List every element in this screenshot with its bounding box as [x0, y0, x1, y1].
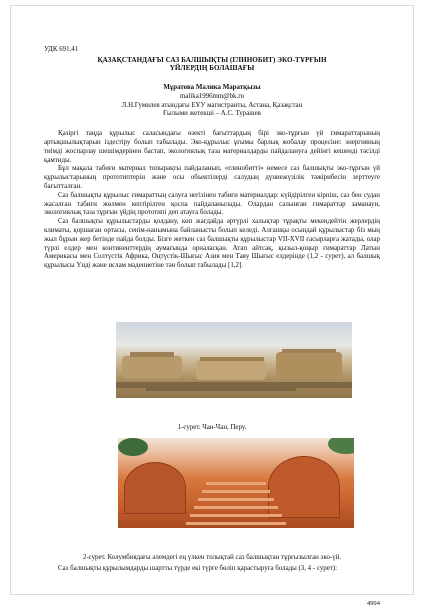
body-paragraph-3: Саз балшықты құрылыс ғимараттың салуға негізінен табиғи материалдар: күйдірілген кірпіш, саз бен судан жасалған табиғи жөлмен кептірілген қоспа пайдаланылады. Олардан салынған ғимараттар заманауи, экологиялық таза тұрғын үйдің прототипі деп атауға болады.: [44, 191, 380, 217]
figure-1-caption: 1-сурет. Чан-Чан, Перу.: [177, 423, 247, 431]
author-name: Мұратова Малика Маратқызы: [163, 83, 261, 91]
author-affiliation: Л.Н.Гумилев атындағы ЕҰУ магистранты, Астана, Қазақстан: [121, 101, 303, 109]
figure-1-chan-chan-photo: [116, 322, 352, 398]
document-page: [10, 5, 414, 607]
scientific-supervisor: Ғылыми жетекші – А.С. Турашев: [163, 110, 261, 118]
article-title-line-1: ҚАЗАҚСТАНДАҒЫ САЗ БАЛШЫҚТЫ (ГЛИНОБИТ) ЭКО-ТҰРҒЫН: [97, 55, 327, 64]
page-content: [44, 46, 380, 607]
body-paragraph-2: Бұл мақала табиғи материал топырақты пайдаланып, «глинобитті» немесе саз балшықты эко-тұрғын үй құрылыстарының прототиптерін және осы объектілерді салудың дүниежүзілік тәжірибесін зерттеуге бағытталған.: [44, 165, 380, 190]
closing-paragraph: Саз балшықты құрылымдарды шартты түрде екі түрге бөліп қарастыруға болады (3, 4 - сурет):: [58, 565, 337, 572]
figure-2-colombia-eco-house-photo: [118, 438, 354, 528]
body-paragraph-4: Саз балшықты құрылыстарды қолдану, көп жағдайда әртүрлі халықтар тұрақты мекендейтін жерлердің климаты, қоршаған ортасы, сенім-нанымына байланысты болып келеді. Алғашқы осындай құрылыстар біз мың жыл бұрын жер бетінде пайда болды. Бізге жеткен саз балшықты құрылыстар VII-XVII ғасырларға жатады, олар түрлі елдер мен континенттердің аумағында орналасқан. Атап айтсақ, қызыл-қоңыр ғимараттар Латын Америкасы мен Солтүстік Африка, Оңтүстік-Шығыс Азия мен Таяу Шығыс елдерінде (1,2 - сурет), ал балшық құрылысы Үнді және ислам мәдениетіне тән болып табылады [1,2].: [44, 218, 380, 270]
page-number: 4994: [366, 600, 380, 607]
article-title-line-2: ҮЙЛЕРДІҢ БОЛАШАҒЫ: [169, 64, 255, 73]
body-paragraph-1: Қазіргі таңда құрылыс саласындағы өзекті бағыттардың бірі эко-тұрғын үй ғимараттарының артықшылықтарын іздестіру болып табылады. Эко-құрылыс ұғымы барлық жобалау процесіне: энергияның тиімді жоспарлау шешімдерінен бастап, экологиялық таза материалдарды пайдалануға дейінгі кешенді тәсілді қамтиды.: [44, 130, 380, 164]
figure-2-caption: 2-сурет. Колумбиядағы әлемдегі ең үлкен толықтай саз балшықтан тұрғызылған эко-үй.: [82, 553, 342, 561]
author-email: malika1996mm@bk.ru: [180, 92, 244, 100]
udk-code: УДК 691.41: [44, 46, 79, 53]
